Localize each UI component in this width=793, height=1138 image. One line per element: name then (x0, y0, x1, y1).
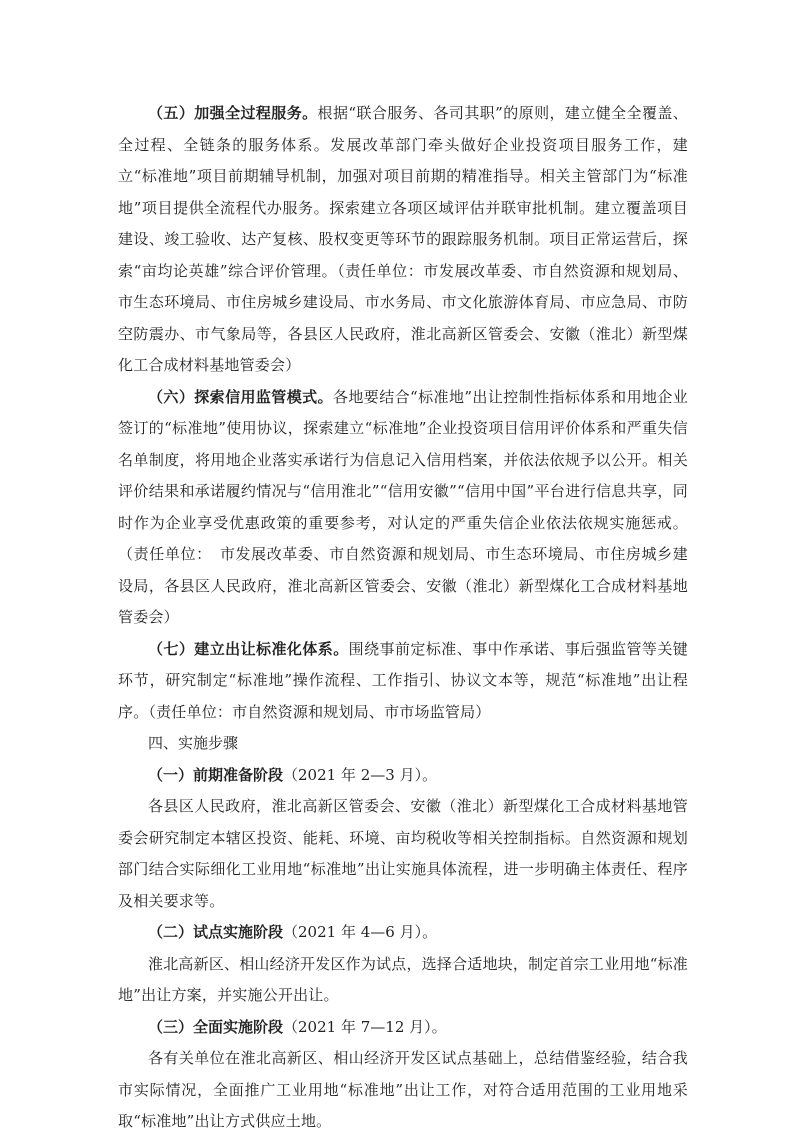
phase-3-body: 各有关单位在淮北高新区、相山经济开发区试点基础上，总结借鉴经验，结合我市实际情况，全面推广工业用地“标准地”出让工作，对符合适用范围的工业用地采取“标准地”出让方式供应土地。 (118, 1049, 688, 1130)
section-6-body: 各地要结合“标准地”出让控制性指标体系和用地企业签订的“标准地”使用协议，探索建立“标准地”企业投资项目信用评价体系和严重失信名单制度，将用地企业落实承诺行为信息记入信用档案，并依法依规予以公开。相关评价结果和承诺履约情况与“信用淮北”“信用安徽”“信用中国”平台进行信息共享，同时作为企业享受优惠政策的重要参考，对认定的严重失信企业依法依规实施惩戒。（责任单位： 市发展改革委、市自然资源和规划局、市生态环境局、市住房城乡建设局，各县区人民政府，淮北高新区管委会、安徽（淮北）新型煤化工合成材料基地管委会） (118, 387, 689, 626)
phase-1-date: （2021 年 2—3 月）。 (283, 765, 438, 784)
section-7-paragraph (118, 634, 688, 729)
section-7-body: 围绕事前定标准、事中作承诺、事后强监管等关键环节，研究制定“标准地”操作流程、工作指引、协议文本等，规范“标准地”出让程序。（责任单位：市自然资源和规划局、市市场监管局） (118, 639, 688, 721)
section-5-lead: （五）加强全过程服务。 (148, 104, 318, 122)
document-page (118, 98, 688, 1138)
phase-2-date: （2021 年 4—6 月）。 (283, 923, 438, 941)
section-6-lead: （六）探索信用监管模式。 (148, 387, 333, 406)
phase-3-lead: （三）全面实施阶段 (148, 1017, 284, 1036)
heading-implementation-steps: 四、实施步骤 (148, 734, 239, 752)
phase-1-lead: （一）前期准备阶段 (148, 765, 284, 784)
section-5-body: 根据“联合服务、各司其职”的原则，建立健全全覆盖、全过程、全链条的服务体系。发展改革部门牵头做好企业投资项目服务工作，建立“标准地”项目前期辅导机制，加强对项目前期的精准指导。相关主管部门为“标准地”项目提供全流程代办服务。探索建立各项区域评估并联审批机制。建立覆盖项目建设、竣工验收、达产复核、股权变更等环节的跟踪服务机制。项目正常运营后，探索“亩均论英雄”综合评价管理。（责任单位：市发展改革委、市自然资源和规划局、市生态环境局、市住房城乡建设局、市水务局、市文化旅游体育局、市应急局、市防空防震办、市气象局等，各县区人民政府，淮北高新区管委会、安徽（淮北）新型煤化工合成材料基地管委会） (118, 104, 688, 374)
phase-1-body: 各县区人民政府，淮北高新区管委会、安徽（淮北）新型煤化工合成材料基地管委会研究制定本辖区投资、能耗、环境、亩均税收等相关控制指标。自然资源和规划部门结合实际细化工业用地“标准地”出让实施具体流程，进一步明确主体责任、程序及相关要求等。 (118, 797, 688, 910)
section-6-paragraph (118, 382, 688, 634)
section-7-lead: （七）建立出让标准化体系。 (148, 639, 349, 658)
phase-2-body: 淮北高新区、相山经济开发区作为试点，选择合适地块，制定首宗工业用地“标准地”出让方案，并实施公开出让。 (118, 954, 688, 1004)
phase-1-heading (118, 760, 688, 792)
phase-2-lead: （二）试点实施阶段 (148, 923, 284, 941)
phase-2-heading (118, 917, 688, 949)
phase-3-date: （2021 年 7—12 月）。 (283, 1017, 447, 1036)
phase-3-heading (118, 1012, 688, 1044)
section-5-paragraph (118, 98, 688, 382)
